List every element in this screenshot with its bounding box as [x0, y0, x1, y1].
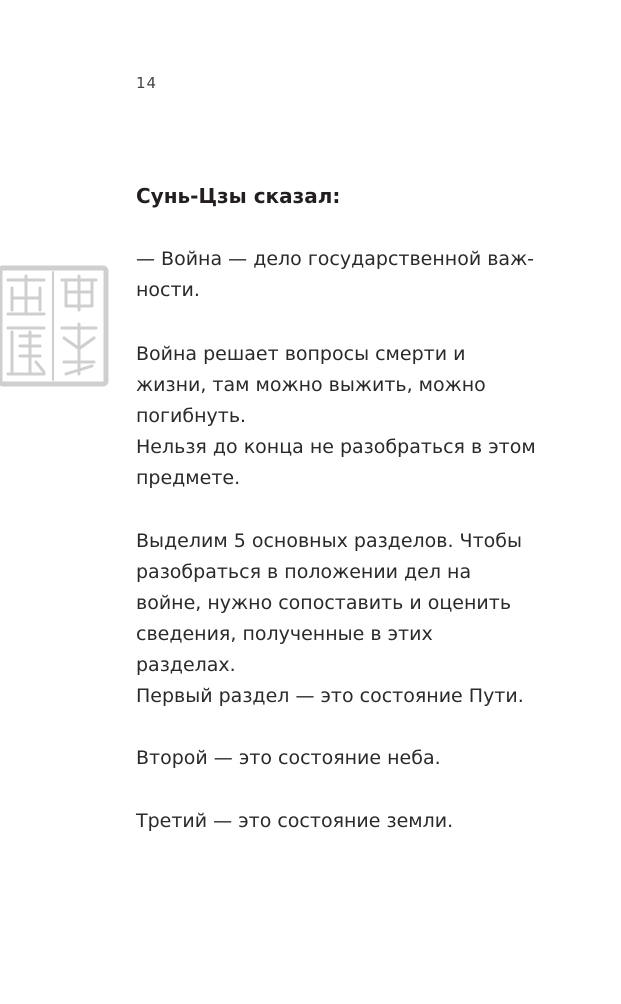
paragraph-life-death: Война решает вопросы смерти и жизни, там можно выжить, можно погибнуть.	[136, 343, 486, 427]
chinese-seal-icon	[0, 262, 112, 390]
page-number: 14	[136, 74, 158, 92]
paragraph-war-importance: — Война — дело государственной важ-ности.	[136, 248, 535, 301]
paragraph-understanding: Нельзя до конца не разобраться в этом предмете.	[136, 436, 536, 489]
paragraph-first-section: Первый раздел — это состояние Пути.	[136, 685, 524, 707]
paragraph-third-section: Третий — это состояние земли.	[136, 810, 454, 832]
paragraph-second-section: Второй — это состояние неба.	[136, 747, 441, 769]
section-heading: Сунь-Цзы сказал:	[136, 184, 341, 208]
paragraph-five-sections: Выделим 5 основных разделов. Чтобы разобраться в положении дел на войне, нужно сопоставить и оценить сведения, полученные в этих разделах.	[136, 530, 522, 676]
